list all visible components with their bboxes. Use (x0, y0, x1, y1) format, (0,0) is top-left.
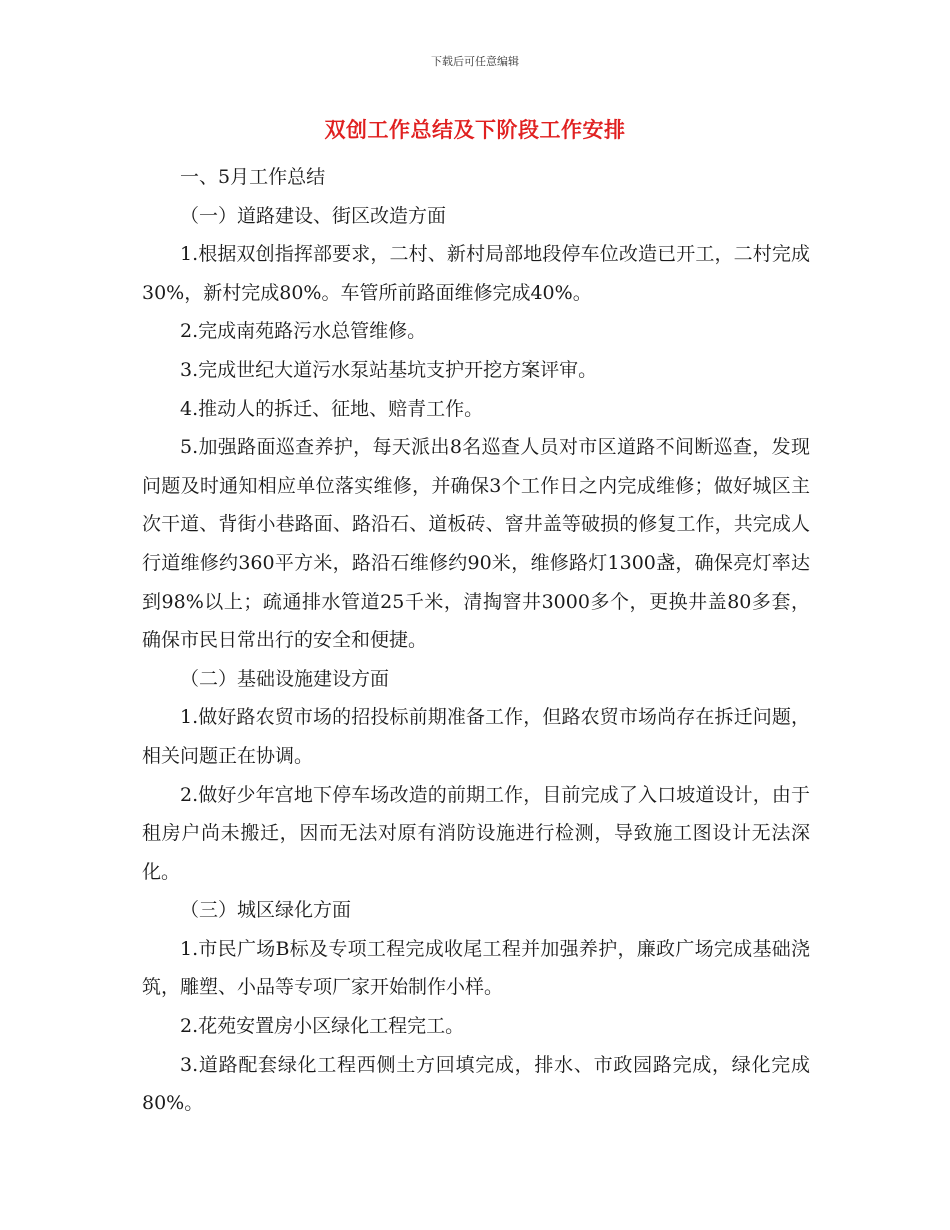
subsection-heading-infrastructure: （二）基础设施建设方面 (180, 667, 390, 690)
body-paragraph: 2.做好少年宫地下停车场改造的前期工作，目前完成了入口坡道设计，由于租房户尚未搬迁，因而无法对原有消防设施进行检测，导致施工图设计无法深化。 (142, 783, 810, 883)
body-paragraph: 4.推动人的拆迁、征地、赔青工作。 (180, 397, 484, 420)
body-paragraph: 3.完成世纪大道污水泵站基坑支护开挖方案评审。 (180, 358, 598, 381)
page-header-note: 下载后可任意编辑 (431, 55, 519, 68)
body-paragraph: 2.花苑安置房小区绿化工程完工。 (180, 1015, 465, 1038)
document-title: 双创工作总结及下阶段工作安排 (324, 118, 626, 142)
subsection-heading-greening: （三）城区绿化方面 (180, 899, 352, 922)
body-paragraph: 1.做好路农贸市场的招投标前期准备工作，但路农贸市场尚存在拆迁问题，相关问题正在协调。 (142, 706, 810, 767)
document-body (142, 158, 810, 1123)
section-heading-may-summary: 一、5月工作总结 (180, 166, 326, 188)
body-paragraph: 3.道路配套绿化工程西侧土方回填完成，排水、市政园路完成，绿化完成80%。 (142, 1053, 810, 1115)
body-paragraph: 1.市民广场B标及专项工程完成收尾工程并加强养护，廉政广场完成基础浇筑，雕塑、小品等专项厂家开始制作小样。 (142, 937, 810, 999)
body-paragraph: 5.加强路面巡查养护，每天派出8名巡查人员对市区道路不间断巡查，发现问题及时通知相应单位落实维修，并确保3个工作日之内完成维修；做好城区主次干道、背街小巷路面、路沿石、道板砖、窨井盖等破损的修复工作，共完成人行道维修约360平方米，路沿石维修约90米，维修路灯1300盏，确保亮灯率达到98%以上；疏通排水管道25千米，清掏窨井3000多个，更换井盖80多套，确保市民日常出行的安全和便捷。 (142, 436, 810, 652)
body-paragraph: 1.根据双创指挥部要求，二村、新村局部地段停车位改造已开工，二村完成30%，新村完成80%。车管所前路面维修完成40%。 (142, 243, 810, 304)
body-paragraph: 2.完成南苑路污水总管维修。 (180, 320, 427, 343)
subsection-heading-roads: （一）道路建设、街区改造方面 (180, 204, 447, 227)
